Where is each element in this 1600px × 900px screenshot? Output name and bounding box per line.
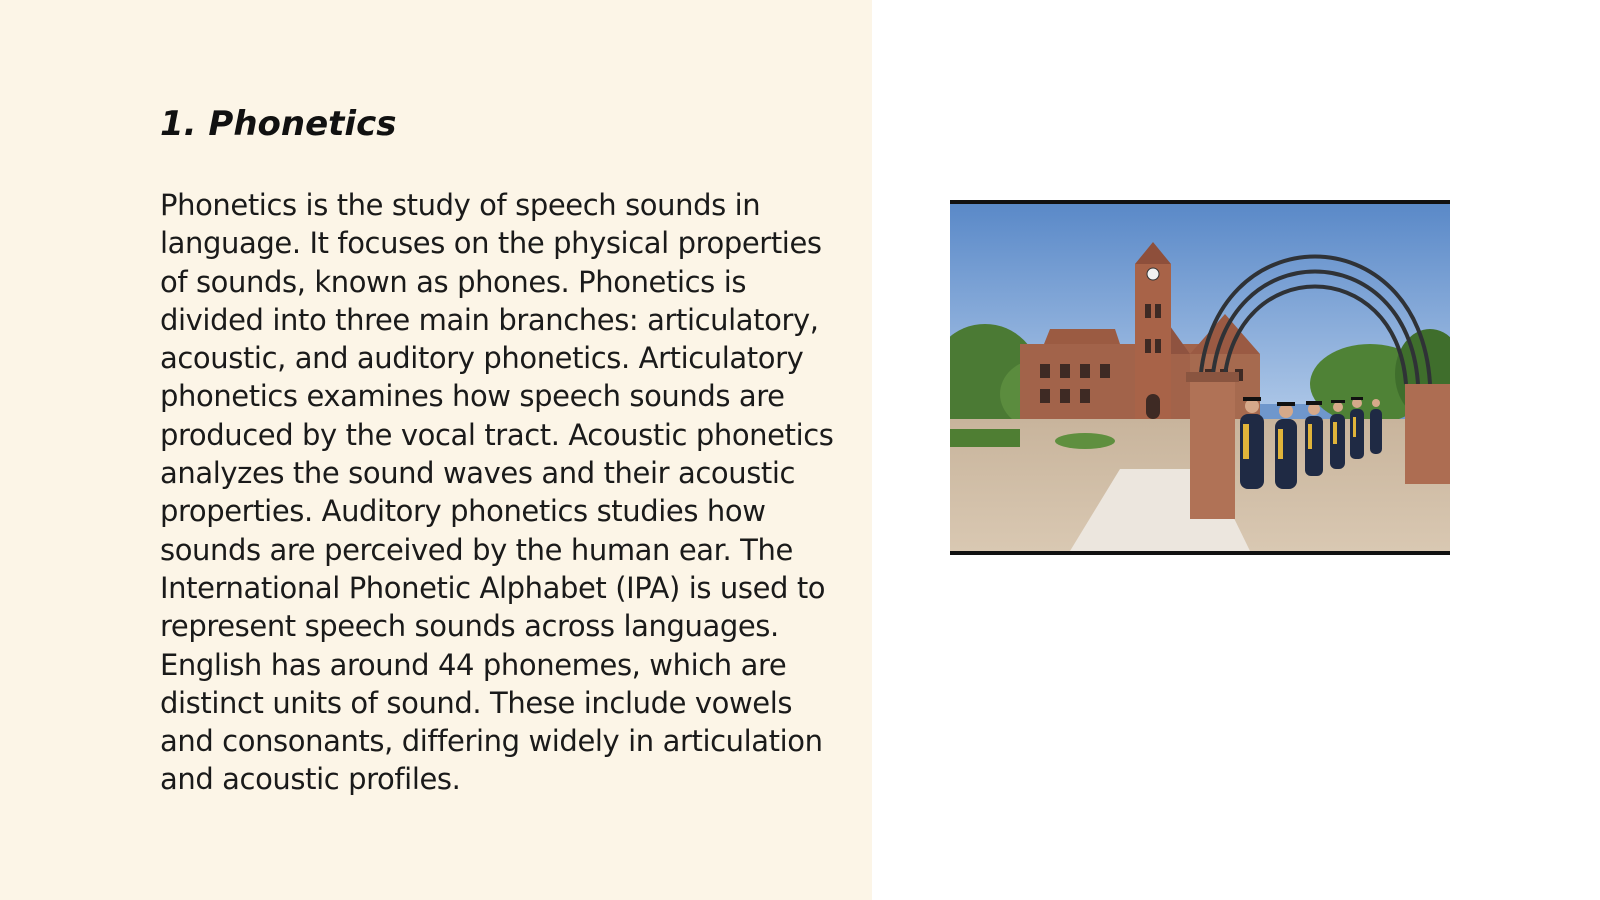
slide-body-text: Phonetics is the study of speech sounds in language. It focuses on the physical properties of sounds, known as phones. Phonetics is divided into three main branches: articulatory, acoustic, and auditory phonetics. Articulatory phonetics examines how speech sounds are produced by the vocal tract. Acoustic phonetics analyzes the sound waves and their acoustic properties. Auditory phonetics studies how sounds are perceived by the human ear. The International Phonetic Alphabet (IPA) is used to represent speech sounds across languages. English has around 44 phonemes, which are distinct units of sound. These include vowels and consonants, differing widely in articulation and acoustic profiles. xyxy=(160,188,834,797)
slide-title: 1. Phonetics xyxy=(160,104,397,144)
campus-graduation-photo xyxy=(950,200,1450,555)
